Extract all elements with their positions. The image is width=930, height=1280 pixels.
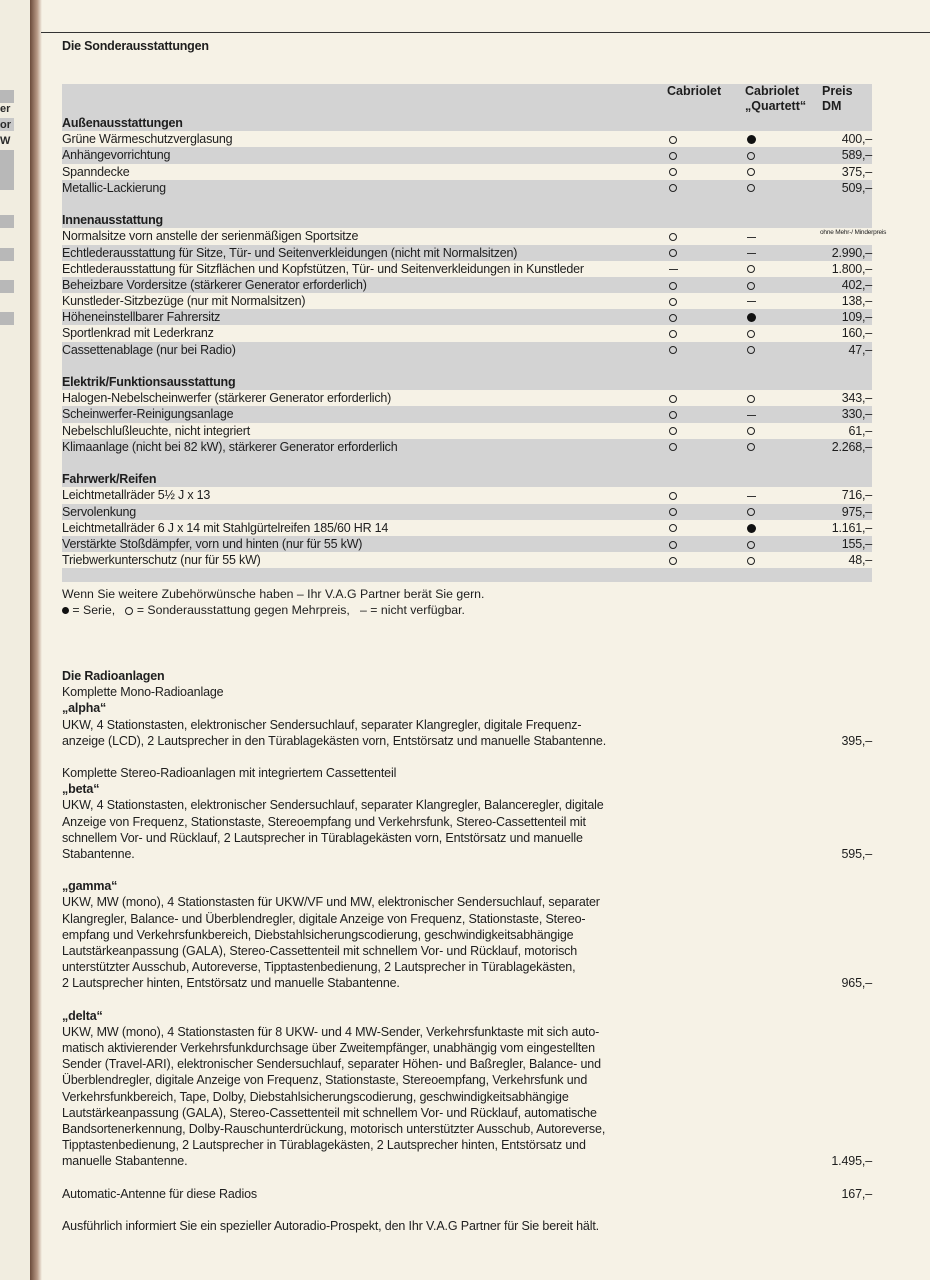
open-circle-icon xyxy=(669,541,677,549)
radio-model-name: „alpha“ xyxy=(62,701,107,716)
option-label: Echtlederausstattung für Sitze, Tür- und Seitenverkleidungen (nicht mit Normalsitzen) xyxy=(62,245,518,260)
availability-cabriolet xyxy=(666,439,680,455)
filled-dot-icon xyxy=(747,524,756,533)
table-row xyxy=(62,423,872,439)
option-label: Nebelschlußleuchte, nicht integriert xyxy=(62,423,251,438)
option-label: Spanndecke xyxy=(62,164,130,179)
table-row xyxy=(62,552,872,568)
open-circle-icon xyxy=(747,346,755,354)
radio-model-name: „delta“ xyxy=(62,1008,103,1023)
option-label: Klimaanlage (nicht bei 82 kW), stärkerer Generator erforderlich xyxy=(62,439,398,454)
edge-tab xyxy=(0,150,14,190)
table-row xyxy=(62,520,872,536)
group-spacer xyxy=(62,455,872,471)
edge-text-fragment: or xyxy=(0,119,11,131)
dash-icon xyxy=(747,415,756,416)
edge-tab xyxy=(0,280,14,293)
availability-cabriolet xyxy=(666,325,680,341)
col-header-quartett-sub: „Quartett“ xyxy=(745,99,807,113)
option-price: 589,– xyxy=(841,148,872,163)
adjacent-page-edge xyxy=(0,0,40,1280)
radio-price: 1.495,– xyxy=(831,1154,872,1169)
option-label: Kunstleder-Sitzbezüge (nur mit Normalsitzen) xyxy=(62,294,306,309)
availability-cabriolet xyxy=(666,293,680,309)
options-table xyxy=(62,84,887,582)
open-circle-icon xyxy=(747,557,755,565)
category-title: Fahrwerk/Reifen xyxy=(62,472,157,487)
open-circle-icon xyxy=(747,427,755,435)
open-circle-icon xyxy=(747,508,755,516)
availability-quartett xyxy=(744,293,758,309)
radio-description-line: UKW, 4 Stationstasten, elektronischer Sendersuchlauf, separater Klangregler, digitale Frequenz- xyxy=(62,717,582,732)
open-circle-icon xyxy=(669,233,677,241)
option-label: Leichtmetallräder 5½ J x 13 xyxy=(62,488,211,503)
legend-symbols xyxy=(62,602,484,618)
radio-model-name: „beta“ xyxy=(62,782,100,797)
col-header-currency: DM xyxy=(822,99,842,113)
antenna-label: Automatic-Antenne für diese Radios xyxy=(62,1186,258,1201)
open-circle-icon xyxy=(747,152,755,160)
option-label: Triebwerkunterschutz (nur für 55 kW) xyxy=(62,553,261,568)
availability-quartett xyxy=(744,406,758,422)
filled-dot-icon xyxy=(747,135,756,144)
table-row xyxy=(62,147,872,163)
availability-quartett xyxy=(744,309,758,325)
availability-quartett xyxy=(744,390,758,406)
availability-quartett xyxy=(744,439,758,455)
legend-serie: = Serie, xyxy=(72,603,116,617)
availability-quartett xyxy=(744,131,758,147)
radio-price: 395,– xyxy=(841,733,872,748)
availability-cabriolet xyxy=(666,406,680,422)
availability-quartett xyxy=(744,261,758,277)
radio-description-line: unterstützter Ausschub, Autoreverse, Tipptastenbedienung, 2 Lautsprecher in Türablagekästen, xyxy=(62,960,576,975)
open-circle-icon xyxy=(669,282,677,290)
availability-quartett xyxy=(744,536,758,552)
availability-quartett xyxy=(744,277,758,293)
edge-tab xyxy=(0,90,14,103)
table-row xyxy=(62,164,872,180)
open-circle-icon xyxy=(747,443,755,451)
table-row xyxy=(62,325,872,341)
radio-description-line: Klangregler, Balance- und Überblendregler, digitale Anzeige von Frequenz, Stationstaste, Stereo- xyxy=(62,911,586,926)
option-label: Halogen-Nebelscheinwerfer (stärkerer Generator erforderlich) xyxy=(62,391,392,406)
open-circle-icon xyxy=(669,249,677,257)
radio-description-line: Sender (Travel-ARI), elektronischer Sendersuchlauf, separater Höhen- und Baßregler, Balance- und xyxy=(62,1057,601,1072)
radio-description-line: Überblendregler, digitale Anzeige von Frequenz, Stationstaste, Stereoempfang, Verkehrsfunk und xyxy=(62,1073,588,1088)
open-circle-icon xyxy=(669,314,677,322)
category-heading xyxy=(62,374,872,390)
availability-cabriolet xyxy=(666,131,680,147)
table-row xyxy=(62,245,872,261)
availability-cabriolet xyxy=(666,552,680,568)
open-circle-icon xyxy=(669,395,677,403)
table-row xyxy=(62,277,872,293)
option-price: 402,– xyxy=(841,277,872,292)
open-circle-icon xyxy=(669,557,677,565)
table-row xyxy=(62,180,872,196)
availability-quartett xyxy=(744,552,758,568)
category-title: Innenausstattung xyxy=(62,213,163,228)
option-label: Beheizbare Vordersitze (stärkerer Generator erforderlich) xyxy=(62,277,367,292)
option-label: Leichtmetallräder 6 J x 14 mit Stahlgürtelreifen 185/60 HR 14 xyxy=(62,520,389,535)
dash-icon xyxy=(747,496,756,497)
radio-delta xyxy=(62,1008,872,1170)
option-price: 1.800,– xyxy=(831,261,872,276)
group-spacer xyxy=(62,358,872,374)
radio-description-line: schnellem Vor- und Rücklauf, 2 Lautsprecher in Türablagekästen vorn, Entstörsatz und manuelle xyxy=(62,830,583,845)
availability-cabriolet xyxy=(666,147,680,163)
radio-gamma xyxy=(62,878,872,991)
legend-sonder: = Sonderausstattung gegen Mehrpreis, xyxy=(136,603,350,617)
table-footer-bar xyxy=(62,568,872,582)
open-circle-icon xyxy=(669,427,677,435)
option-price: 160,– xyxy=(841,326,872,341)
radio-description-line: Stabantenne. xyxy=(62,847,135,862)
legend-nicht: – = nicht verfügbar. xyxy=(360,603,465,617)
open-circle-icon xyxy=(669,508,677,516)
category-heading xyxy=(62,115,872,131)
option-label: Metallic-Lackierung xyxy=(62,180,166,195)
option-price: 109,– xyxy=(841,310,872,325)
availability-cabriolet xyxy=(666,228,680,244)
table-header xyxy=(62,84,872,115)
legend xyxy=(62,586,484,618)
availability-cabriolet xyxy=(666,536,680,552)
option-label: Scheinwerfer-Reinigungsanlage xyxy=(62,407,234,422)
table-row xyxy=(62,293,872,309)
col-header-quartett: Cabriolet xyxy=(745,84,800,98)
dash-icon xyxy=(747,301,756,302)
availability-quartett xyxy=(744,520,758,536)
availability-cabriolet xyxy=(666,342,680,358)
availability-cabriolet xyxy=(666,180,680,196)
section-title: Die Sonderausstattungen xyxy=(62,39,209,53)
option-price: 48,– xyxy=(848,553,872,568)
radio-description-line: manuelle Stabantenne. xyxy=(62,1154,188,1169)
availability-cabriolet xyxy=(666,423,680,439)
availability-cabriolet xyxy=(666,309,680,325)
edge-tab xyxy=(0,312,14,325)
availability-cabriolet xyxy=(666,277,680,293)
option-label: Anhängevorrichtung xyxy=(62,148,171,163)
table-row xyxy=(62,504,872,520)
top-rule xyxy=(41,32,930,33)
radio-price: 965,– xyxy=(841,976,872,991)
radio-description-line: UKW, MW (mono), 4 Stationstasten für UKW/VF und MW, elektronischer Sendersuchlauf, separater xyxy=(62,895,600,910)
filled-dot-icon xyxy=(62,607,69,614)
option-label: Grüne Wärmeschutzverglasung xyxy=(62,132,233,147)
radio-description-line: Tipptastenbedienung, 2 Lautsprecher in Türablagekästen, 2 Lautsprecher hinten, Entstörsatz und xyxy=(62,1138,586,1153)
radio-description-line: anzeige (LCD), 2 Lautsprecher in den Türablagekästen vorn, Entstörsatz und manuelle Stabantenne. xyxy=(62,733,607,748)
open-circle-icon xyxy=(747,541,755,549)
open-circle-icon xyxy=(669,443,677,451)
edge-text-fragment: er xyxy=(0,103,11,115)
table-row xyxy=(62,439,872,455)
option-label: Servolenkung xyxy=(62,504,137,519)
option-price: 1.161,– xyxy=(831,520,872,535)
col-header-price: Preis xyxy=(822,84,853,98)
open-circle-icon xyxy=(747,395,755,403)
open-circle-icon xyxy=(747,184,755,192)
edge-tab xyxy=(0,248,14,261)
table-body xyxy=(62,115,887,568)
open-circle-icon xyxy=(125,607,133,615)
option-price: 61,– xyxy=(848,423,872,438)
table-row xyxy=(62,487,872,503)
option-price: ohne Mehr-/ Minderpreis xyxy=(820,229,887,237)
availability-quartett xyxy=(744,164,758,180)
table-row xyxy=(62,131,872,147)
radio-description-line: Anzeige von Frequenz, Stationstaste, Stereoempfang und Verkehrsfunk, Stereo-Cassettenteil mit xyxy=(62,814,586,829)
availability-quartett xyxy=(744,487,758,503)
table-row xyxy=(62,342,872,358)
radio-beta xyxy=(62,781,872,862)
open-circle-icon xyxy=(747,330,755,338)
availability-quartett xyxy=(744,342,758,358)
radio-description-line: 2 Lautsprecher hinten, Entstörsatz und manuelle Stabantenne. xyxy=(62,976,400,991)
option-label: Verstärkte Stoßdämpfer, vorn und hinten (nur für 55 kW) xyxy=(62,536,363,551)
option-price: 47,– xyxy=(848,342,872,357)
option-label: Normalsitze vorn anstelle der serienmäßigen Sportsitze xyxy=(62,229,359,244)
availability-quartett xyxy=(744,504,758,520)
availability-cabriolet xyxy=(666,390,680,406)
radio-mono-intro: Komplette Mono-Radioanlage xyxy=(62,685,224,700)
option-label: Cassettenablage (nur bei Radio) xyxy=(62,342,236,357)
option-price: 375,– xyxy=(841,164,872,179)
edge-tab xyxy=(0,215,14,228)
radio-stereo-intro: Komplette Stereo-Radioanlagen mit integriertem Cassettenteil xyxy=(62,766,397,781)
open-circle-icon xyxy=(747,168,755,176)
availability-cabriolet xyxy=(666,245,680,261)
option-price: 400,– xyxy=(841,132,872,147)
availability-cabriolet xyxy=(666,520,680,536)
filled-dot-icon xyxy=(747,313,756,322)
radio-description-line: UKW, MW (mono), 4 Stationstasten für 8 UKW- und 4 MW-Sender, Verkehrsfunktaste mit sich auto- xyxy=(62,1024,600,1039)
edge-text-fragment: W xyxy=(0,135,11,147)
radio-footer-note: Ausführlich informiert Sie ein spezieller Autoradio-Prospekt, den Ihr V.A.G Partner für Sie bereit hält. xyxy=(62,1218,599,1233)
open-circle-icon xyxy=(669,168,677,176)
availability-quartett xyxy=(744,245,758,261)
option-price: 155,– xyxy=(841,536,872,551)
dash-icon xyxy=(747,253,756,254)
availability-quartett xyxy=(744,147,758,163)
dash-icon xyxy=(669,269,678,270)
group-spacer xyxy=(62,196,872,212)
open-circle-icon xyxy=(669,298,677,306)
radio-title: Die Radioanlagen xyxy=(62,669,165,683)
open-circle-icon xyxy=(669,524,677,532)
antenna-price: 167,– xyxy=(841,1186,872,1201)
option-price: 509,– xyxy=(841,180,872,195)
open-circle-icon xyxy=(669,136,677,144)
radio-description-line: empfang und Verkehrsfunkbereich, Diebstahlsicherungscodierung, geschwindigkeitsabhängige xyxy=(62,927,574,942)
table-row xyxy=(62,228,887,244)
category-title: Außenausstattungen xyxy=(62,116,183,130)
open-circle-icon xyxy=(669,184,677,192)
category-heading xyxy=(62,471,872,487)
availability-quartett xyxy=(744,325,758,341)
option-price: 343,– xyxy=(841,391,872,406)
radio-description-line: Lautstärkeanpassung (GALA), Stereo-Cassettenteil mit schnellem Vor- und Rücklauf, motorisch xyxy=(62,944,578,959)
open-circle-icon xyxy=(669,411,677,419)
radio-description-line: UKW, 4 Stationstasten, elektronischer Sendersuchlauf, separater Klangregler, Balanceregler, digitale xyxy=(62,798,604,813)
availability-quartett xyxy=(744,423,758,439)
radio-description-line: Bandsortenerkennung, Dolby-Rauschunterdrückung, motorisch unterstützter Ausschub, Autoreverse, xyxy=(62,1122,606,1137)
radio-model-name: „gamma“ xyxy=(62,879,118,894)
dash-icon xyxy=(747,237,756,238)
radio-description-line: Lautstärkeanpassung (GALA), Stereo-Cassettenteil mit schnellem Vor- und Rücklauf, automatische xyxy=(62,1105,597,1120)
open-circle-icon xyxy=(747,265,755,273)
availability-quartett xyxy=(744,180,758,196)
option-price: 2.268,– xyxy=(831,439,872,454)
open-circle-icon xyxy=(669,346,677,354)
availability-quartett xyxy=(744,228,758,244)
page-gutter-shadow xyxy=(30,0,42,1280)
table-row xyxy=(62,390,872,406)
col-header-cabriolet: Cabriolet xyxy=(667,84,722,98)
option-price: 330,– xyxy=(841,407,872,422)
option-price: 138,– xyxy=(841,294,872,309)
open-circle-icon xyxy=(747,282,755,290)
table-row xyxy=(62,261,872,277)
option-label: Sportlenkrad mit Lederkranz xyxy=(62,326,214,341)
option-price: 975,– xyxy=(841,504,872,519)
option-label: Höheneinstellbarer Fahrersitz xyxy=(62,310,221,325)
option-price: 716,– xyxy=(841,488,872,503)
radio-section xyxy=(62,668,872,1234)
availability-cabriolet xyxy=(666,487,680,503)
open-circle-icon xyxy=(669,152,677,160)
open-circle-icon xyxy=(669,330,677,338)
radio-price: 595,– xyxy=(841,847,872,862)
open-circle-icon xyxy=(669,492,677,500)
radio-description-line: Verkehrsfunkbereich, Tape, Dolby, Diebstahlsicherungscodierung, geschwindigkeitsabhängige xyxy=(62,1089,569,1104)
category-title: Elektrik/Funktionsausstattung xyxy=(62,375,236,389)
availability-cabriolet xyxy=(666,504,680,520)
availability-cabriolet xyxy=(666,164,680,180)
option-price: 2.990,– xyxy=(831,245,872,260)
table-row xyxy=(62,309,872,325)
antenna-row xyxy=(62,1186,872,1202)
category-heading xyxy=(62,212,872,228)
option-label: Echtlederausstattung für Sitzflächen und Kopfstützen, Tür- und Seitenverkleidungen in Kunstleder xyxy=(62,261,584,276)
legend-note: Wenn Sie weitere Zubehörwünsche haben – Ihr V.A.G Partner berät Sie gern. xyxy=(62,587,485,601)
radio-alpha xyxy=(62,700,872,749)
availability-cabriolet xyxy=(666,261,680,277)
radio-description-line: matisch aktivierender Verkehrsfunkdurchsage über Zweitempfänger, unabhängig vom eingestellten xyxy=(62,1041,595,1056)
table-row xyxy=(62,536,872,552)
table-row xyxy=(62,406,872,422)
